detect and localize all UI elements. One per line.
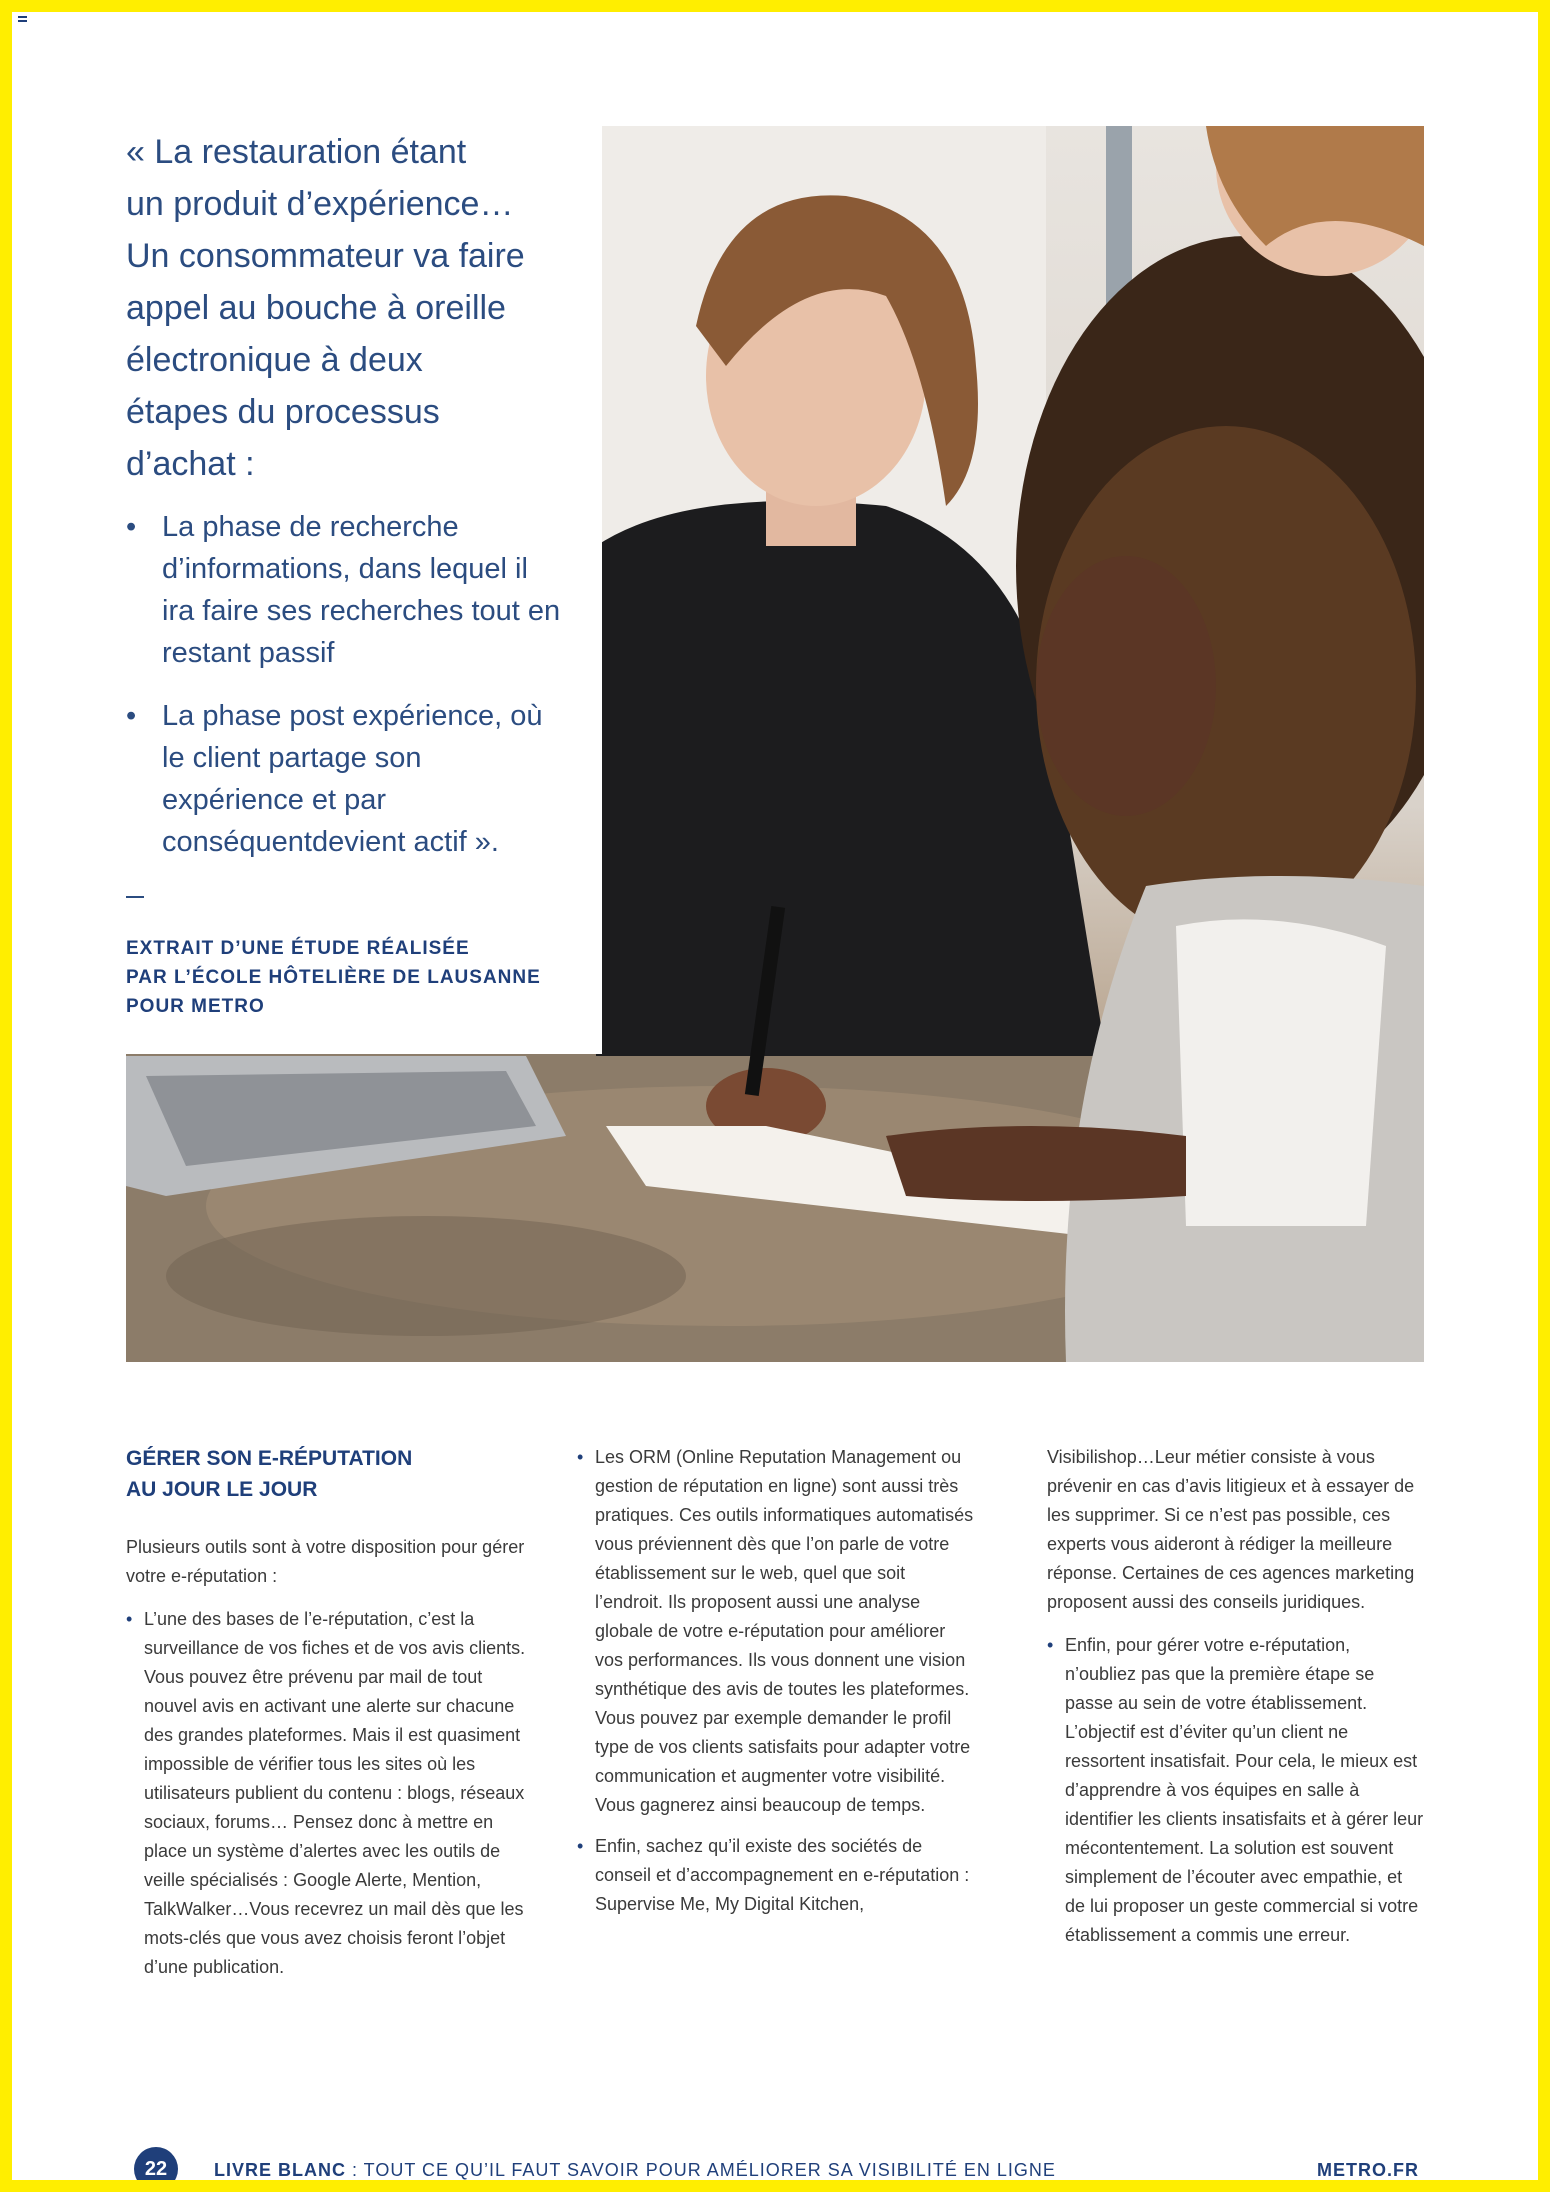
footer-site-link[interactable]: METRO.FR xyxy=(1317,2160,1419,2180)
quote-bullet: • La phase de recherche d’informations, dans lequel il ira faire ses recherches tout en restant passif xyxy=(126,506,566,674)
quote-line: appel au bouche à oreille xyxy=(126,289,506,327)
section-heading xyxy=(126,1443,526,1505)
quote-line: « La restauration étant xyxy=(126,133,467,171)
intro-paragraph: Plusieurs outils sont à votre disposition pour gérer votre e-réputation : xyxy=(126,1537,525,1586)
tip-item: • Les ORM (Online Reputation Management ou gestion de réputation en ligne) sont aussi très pratiques. Ces outils informatiques automatisés vous préviennent dès que l’on parle de votre établissement sur le web, quel que soit l’endroit. Ils proposent aussi une analyse globale de votre e-réputation pour améliorer vos performances. Ils vous donnent une vision synthétique des avis de toutes les plateformes. Vous pouvez par exemple demander le profil type de vos clients satisfaits pour adapter votre communication et augmenter votre visibilité. Vous gagnerez ainsi beaucoup de temps. xyxy=(577,1443,975,1820)
footer-label-bold: LIVRE BLANC xyxy=(214,2160,346,2180)
footer-label: : TOUT CE QU’IL FAUT SAVOIR POUR AMÉLIORER SA VISIBILITÉ EN LIGNE xyxy=(346,2160,1056,2180)
page-number-badge: 22 xyxy=(134,2147,178,2191)
tip-item: • Enfin, pour gérer votre e-réputation, n’oubliez pas que la première étape se passe au sein de votre établissement. L’objectif est d’éviter qu’un client ne ressortent insatisfait. Pour cela, le mieux est d’apprendre à vos équipes en salle à identifier les clients insatisfaits et à gérer leur mécontentement. La solution est souvent simplement de l’écouter avec empathie, et de lui proposer un geste commercial si votre établissement a commis une erreur. xyxy=(1047,1631,1425,1950)
article-column-3 xyxy=(1047,1443,1425,1962)
quote-bullet: • La phase post expérience, où le client partage son expérience et par conséquentdevient actif ». xyxy=(126,695,566,863)
quote-line: un produit d’expérience… xyxy=(126,185,514,223)
footer-title xyxy=(214,2157,1056,2183)
quote-bullet-list xyxy=(126,506,566,884)
divider xyxy=(126,896,144,898)
source-line: PAR L’ÉCOLE HÔTELIÈRE DE LAUSANNE xyxy=(126,967,541,988)
article-column-2 xyxy=(577,1443,975,1931)
tips-list xyxy=(577,1443,975,1919)
source-line: EXTRAIT D’UNE ÉTUDE RÉALISÉE xyxy=(126,938,470,959)
pull-quote xyxy=(126,126,566,490)
heading-line: AU JOUR LE JOUR xyxy=(126,1478,318,1501)
tip-item: • Enfin, sachez qu’il existe des sociétés de conseil et d’accompagnement en e-réputation : Supervise Me, My Digital Kitchen, xyxy=(577,1832,975,1919)
quote-line: d’achat : xyxy=(126,445,255,483)
quote-line: Un consommateur va faire xyxy=(126,237,525,275)
quote-source xyxy=(126,934,586,1021)
quote-line: étapes du processus xyxy=(126,393,440,431)
quote-line: électronique à deux xyxy=(126,341,423,379)
source-line: POUR METRO xyxy=(126,996,265,1017)
tips-list xyxy=(126,1605,526,1982)
tip-continuation: Visibilishop…Leur métier consiste à vous prévenir en cas d’avis litigieux et à essayer de les supprimer. Si ce n’est pas possible, ces experts vous aideront à rédiger la meilleure réponse. Certaines de ces agences marketing proposent aussi des conseils juridiques. xyxy=(1047,1447,1415,1612)
tips-list xyxy=(1047,1631,1425,1950)
menu-icon xyxy=(18,16,27,24)
heading-line: GÉRER SON E-RÉPUTATION xyxy=(126,1447,413,1470)
article-column-1 xyxy=(126,1443,526,1994)
tip-item: • L’une des bases de l’e-réputation, c’est la surveillance de vos fiches et de vos avis clients. Vous pouvez être prévenu par mail de tout nouvel avis en activant une alerte sur chacune des grandes plateformes. Mais il est quasiment impossible de vérifier tous les sites où les utilisateurs publient du contenu : blogs, réseaux sociaux, forums… Pensez donc à mettre en place un système d’alertes avec les outils de veille spécialisés : Google Alerte, Mention, TalkWalker…Vous recevrez un mail dès que les mots-clés que vous avez choisis feront l’objet d’une publication. xyxy=(126,1605,526,1982)
